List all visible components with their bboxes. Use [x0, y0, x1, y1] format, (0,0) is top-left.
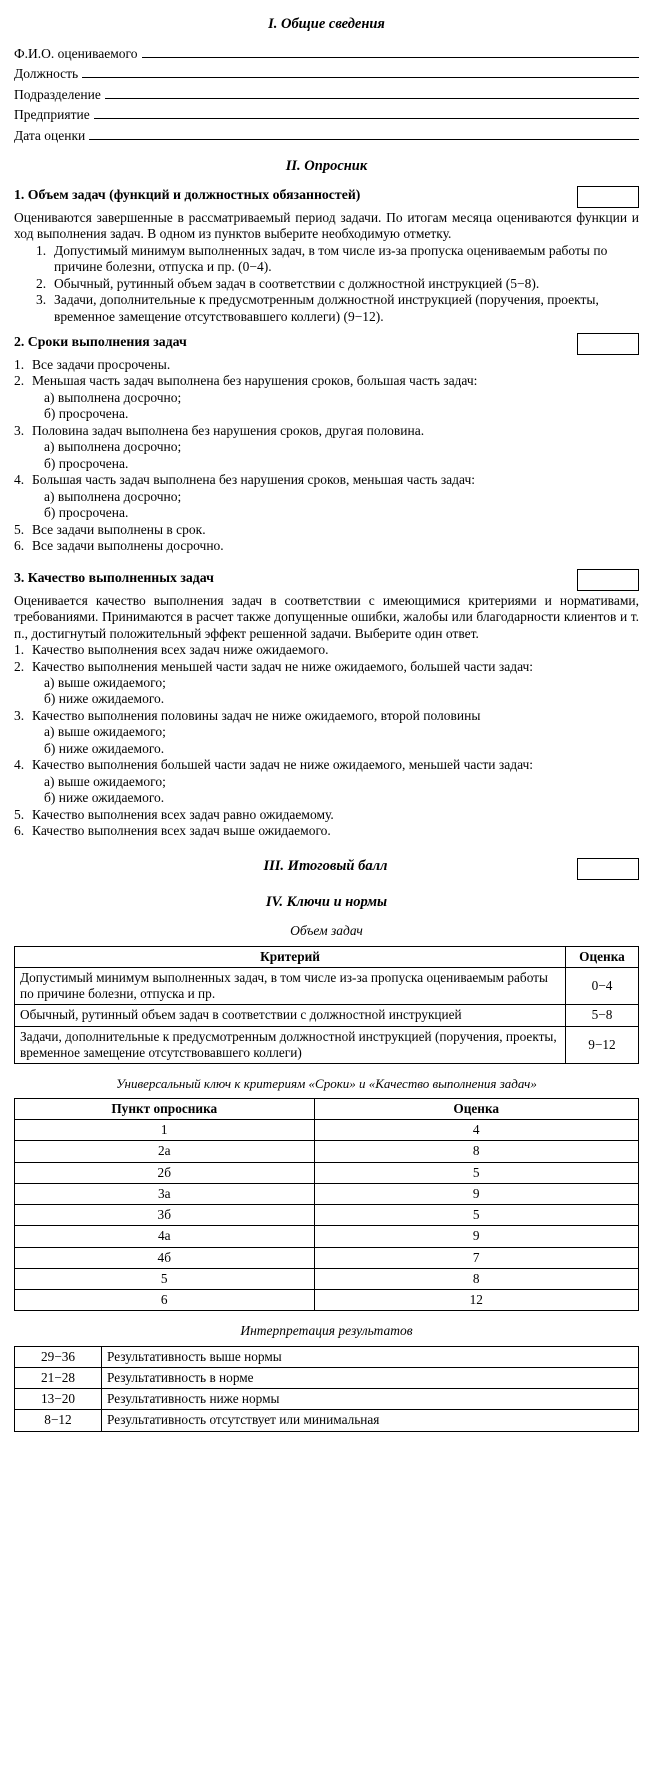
column-header-item: Пункт опросника	[15, 1098, 315, 1119]
sub-item-text: а) выполнена досрочно;	[44, 439, 182, 455]
field-row	[14, 105, 639, 123]
question-1-header	[14, 186, 639, 208]
question-2-options	[14, 357, 639, 555]
item-number: 3.	[36, 292, 47, 308]
table-row	[15, 1141, 639, 1162]
sub-item[interactable]	[14, 675, 639, 691]
table-row	[15, 1389, 639, 1410]
general-fields	[14, 44, 639, 144]
column-header-score: Оценка	[566, 946, 639, 967]
cell-score: 0−4	[566, 968, 639, 1005]
table-row	[15, 1289, 639, 1310]
question-1-intro: Оцениваются завершенные в рассматриваемый период задачи. По итогам месяца оцениваются функции и ход выполнения задач. В одном из пунктов выберите необходимую отметку.	[14, 209, 639, 242]
question-2-header	[14, 333, 639, 355]
sub-item[interactable]	[14, 505, 639, 521]
sub-item-text: а) выполнена досрочно;	[44, 389, 182, 405]
field-label: Ф.И.О. оцениваемого	[14, 45, 138, 61]
item-number: 6.	[14, 823, 25, 839]
field-row	[14, 44, 639, 62]
cell-score: 9	[314, 1183, 638, 1204]
field-label: Предприятие	[14, 107, 90, 123]
field-label: Должность	[14, 66, 79, 82]
table-row	[15, 1183, 639, 1204]
cell-score: 5	[314, 1162, 638, 1183]
cell-item: 3а	[15, 1183, 315, 1204]
sub-item-text: а) выше ожидаемого;	[44, 674, 166, 690]
list-item[interactable]	[14, 659, 639, 675]
question-3-title: 3. Качество выполненных задач	[14, 569, 214, 585]
table-row	[15, 1026, 639, 1063]
item-text: Качество выполнения половины задач не ниже ожидаемого, второй половины	[32, 707, 481, 723]
item-text: Качество выполнения меньшей части задач не ниже ожидаемого, большей части задач:	[32, 658, 534, 674]
field-label: Подразделение	[14, 86, 101, 102]
cell-item: 4а	[15, 1226, 315, 1247]
sub-item-text: б) просрочена.	[44, 455, 129, 471]
list-item[interactable]	[14, 423, 639, 439]
list-item[interactable]	[14, 243, 639, 276]
item-number: 3.	[14, 422, 25, 438]
item-text: Все задачи выполнены в срок.	[32, 521, 206, 537]
table-row	[15, 1162, 639, 1183]
table-header-row	[15, 946, 639, 967]
item-number: 2.	[14, 373, 25, 389]
table-row	[15, 1268, 639, 1289]
list-item[interactable]	[14, 757, 639, 773]
item-text: Качество выполнения всех задач равно ожидаемому.	[32, 806, 334, 822]
item-text: Качество выполнения большей части задач не ниже ожидаемого, меньшей части задач:	[32, 757, 534, 773]
table-header-row	[15, 1098, 639, 1119]
sub-item[interactable]	[14, 489, 639, 505]
total-score-box[interactable]	[577, 858, 639, 880]
sub-item[interactable]	[14, 741, 639, 757]
interpretation-table	[14, 1346, 639, 1432]
table-row	[15, 1346, 639, 1367]
sub-item[interactable]	[14, 691, 639, 707]
item-text: Половина задач выполнена без нарушения сроков, другая половина.	[32, 422, 425, 438]
sub-item-text: а) выше ожидаемого;	[44, 773, 166, 789]
volume-table-title: Объем задач	[290, 923, 363, 939]
item-number: 4.	[14, 757, 25, 773]
table-row	[15, 1410, 639, 1431]
table-row	[15, 1367, 639, 1388]
cell-item: 2б	[15, 1162, 315, 1183]
sub-item-text: б) ниже ожидаемого.	[44, 740, 165, 756]
field-input-line[interactable]	[89, 126, 639, 140]
question-2-title: 2. Сроки выполнения задач	[14, 334, 187, 349]
cell-item: 2а	[15, 1141, 315, 1162]
field-input-line[interactable]	[105, 85, 639, 99]
sub-item[interactable]	[14, 774, 639, 790]
table-row	[15, 968, 639, 1005]
column-header-criterion: Критерий	[15, 946, 566, 967]
sub-item[interactable]	[14, 790, 639, 806]
sub-item[interactable]	[14, 439, 639, 455]
sub-item-text: б) просрочена.	[44, 505, 129, 521]
list-item[interactable]	[14, 708, 639, 724]
item-text: Задачи, дополнительные к предусмотренным должностной инструкцией (поручения, проекты, временное замещение отсутствовавшего коллеги) (9−12).	[54, 292, 599, 324]
cell-score: 5	[314, 1205, 638, 1226]
universal-key-table	[14, 1098, 639, 1311]
field-input-line[interactable]	[82, 64, 639, 78]
section-title-general: I. Общие сведения	[268, 16, 385, 32]
sub-item[interactable]	[14, 390, 639, 406]
section-title-total-score: III. Итоговый балл	[263, 857, 388, 874]
list-item[interactable]	[14, 522, 639, 538]
list-item[interactable]	[14, 642, 639, 658]
item-text: Обычный, рутинный объем задач в соответствии с должностной инструкцией (5−8).	[54, 275, 540, 291]
cell-description: Результативность в норме	[102, 1367, 639, 1388]
cell-item: 5	[15, 1268, 315, 1289]
sub-item-text: б) ниже ожидаемого.	[44, 691, 165, 707]
list-item[interactable]	[14, 823, 639, 839]
table-row	[15, 1226, 639, 1247]
cell-score: 9−12	[566, 1026, 639, 1063]
question-2-answer-box[interactable]	[577, 333, 639, 355]
section-title-questionnaire: II. Опросник	[285, 158, 368, 175]
item-number: 2.	[36, 275, 47, 291]
cell-item: 4б	[15, 1247, 315, 1268]
field-label: Дата оценки	[14, 127, 86, 143]
question-3-answer-box[interactable]	[577, 569, 639, 591]
field-input-line[interactable]	[142, 44, 639, 58]
item-text: Все задачи выполнены досрочно.	[32, 538, 224, 554]
item-number: 1.	[14, 357, 25, 372]
question-1-title: 1. Объем задач (функций и должностных обязанностей)	[14, 186, 361, 202]
cell-range: 8−12	[15, 1410, 102, 1431]
item-number: 2.	[14, 658, 25, 674]
item-text: Все задачи просрочены.	[32, 357, 171, 372]
item-number: 5.	[14, 806, 25, 822]
list-item[interactable]	[14, 807, 639, 823]
question-3-intro: Оценивается качество выполнения задач в соответствии с имеющимися критериями и нормативами, требованиями. Принимаются в расчет также допущенные ошибки, жалобы или благодарности клиентов и т. п., достигнутый положительный эффект решенной задачи. Выберите один ответ.	[14, 592, 639, 641]
cell-range: 29−36	[15, 1346, 102, 1367]
cell-range: 13−20	[15, 1389, 102, 1410]
cell-score: 4	[314, 1120, 638, 1141]
universal-key-title: Универсальный ключ к критериям «Сроки» и «Качество выполнения задач»	[116, 1076, 537, 1092]
interpretation-title: Интерпретация результатов	[240, 1323, 413, 1339]
field-input-line[interactable]	[94, 105, 639, 119]
item-number: 1.	[14, 642, 25, 658]
sub-item-text: б) просрочена.	[44, 406, 129, 422]
cell-item: 6	[15, 1289, 315, 1310]
sub-item-text: а) выполнена досрочно;	[44, 488, 182, 504]
cell-criterion: Обычный, рутинный объем задач в соответствии с должностной инструкцией	[15, 1005, 566, 1026]
list-item[interactable]	[14, 373, 639, 389]
list-item[interactable]	[14, 538, 639, 554]
field-row	[14, 64, 639, 82]
total-score-header	[14, 858, 639, 880]
cell-description: Результативность выше нормы	[102, 1346, 639, 1367]
cell-description: Результативность отсутствует или минимальная	[102, 1410, 639, 1431]
cell-score: 12	[314, 1289, 638, 1310]
item-number: 6.	[14, 538, 25, 554]
item-number: 4.	[14, 472, 25, 488]
cell-criterion: Задачи, дополнительные к предусмотренным должностной инструкцией (поручения, проекты, временное замещение отсутствовавшего коллеги)	[15, 1026, 566, 1063]
cell-criterion: Допустимый минимум выполненных задач, в том числе из-за пропуска оцениваемым работы по причине болезни, отпуска и пр.	[15, 968, 566, 1005]
question-1-answer-box[interactable]	[577, 186, 639, 208]
question-1-options	[14, 243, 639, 325]
item-text: Качество выполнения всех задач ниже ожидаемого.	[32, 642, 329, 658]
cell-score: 8	[314, 1141, 638, 1162]
sub-item[interactable]	[14, 456, 639, 472]
field-row	[14, 126, 639, 144]
column-header-score: Оценка	[314, 1098, 638, 1119]
sub-item[interactable]	[14, 724, 639, 740]
list-item[interactable]	[14, 472, 639, 488]
cell-item: 1	[15, 1120, 315, 1141]
item-text: Допустимый минимум выполненных задач, в том числе из-за пропуска оцениваемым работы по причине болезни, отпуска и пр. (0−4).	[54, 242, 608, 275]
list-item[interactable]	[14, 276, 639, 292]
sub-item[interactable]	[14, 406, 639, 422]
table-row	[15, 1205, 639, 1226]
item-text: Меньшая часть задач выполнена без нарушения сроков, большая часть задач:	[32, 373, 478, 389]
cell-score: 7	[314, 1247, 638, 1268]
table-row	[15, 1120, 639, 1141]
item-text: Качество выполнения всех задач выше ожидаемого.	[32, 823, 331, 839]
item-number: 3.	[14, 707, 25, 723]
list-item[interactable]	[14, 292, 639, 325]
field-row	[14, 85, 639, 103]
volume-key-table	[14, 946, 639, 1064]
list-item[interactable]	[14, 357, 639, 373]
item-text: Большая часть задач выполнена без нарушения сроков, меньшая часть задач:	[32, 472, 476, 488]
item-number: 5.	[14, 521, 25, 537]
sub-item-text: а) выше ожидаемого;	[44, 724, 166, 740]
question-3-options	[14, 642, 639, 840]
table-row	[15, 1247, 639, 1268]
item-number: 1.	[36, 242, 47, 258]
cell-item: 3б	[15, 1205, 315, 1226]
table-row	[15, 1005, 639, 1026]
sub-item-text: б) ниже ожидаемого.	[44, 790, 165, 806]
cell-range: 21−28	[15, 1367, 102, 1388]
cell-score: 8	[314, 1268, 638, 1289]
question-3-header	[14, 569, 639, 591]
cell-score: 5−8	[566, 1005, 639, 1026]
section-title-keys: IV. Ключи и нормы	[265, 893, 388, 910]
cell-description: Результативность ниже нормы	[102, 1389, 639, 1410]
cell-score: 9	[314, 1226, 638, 1247]
